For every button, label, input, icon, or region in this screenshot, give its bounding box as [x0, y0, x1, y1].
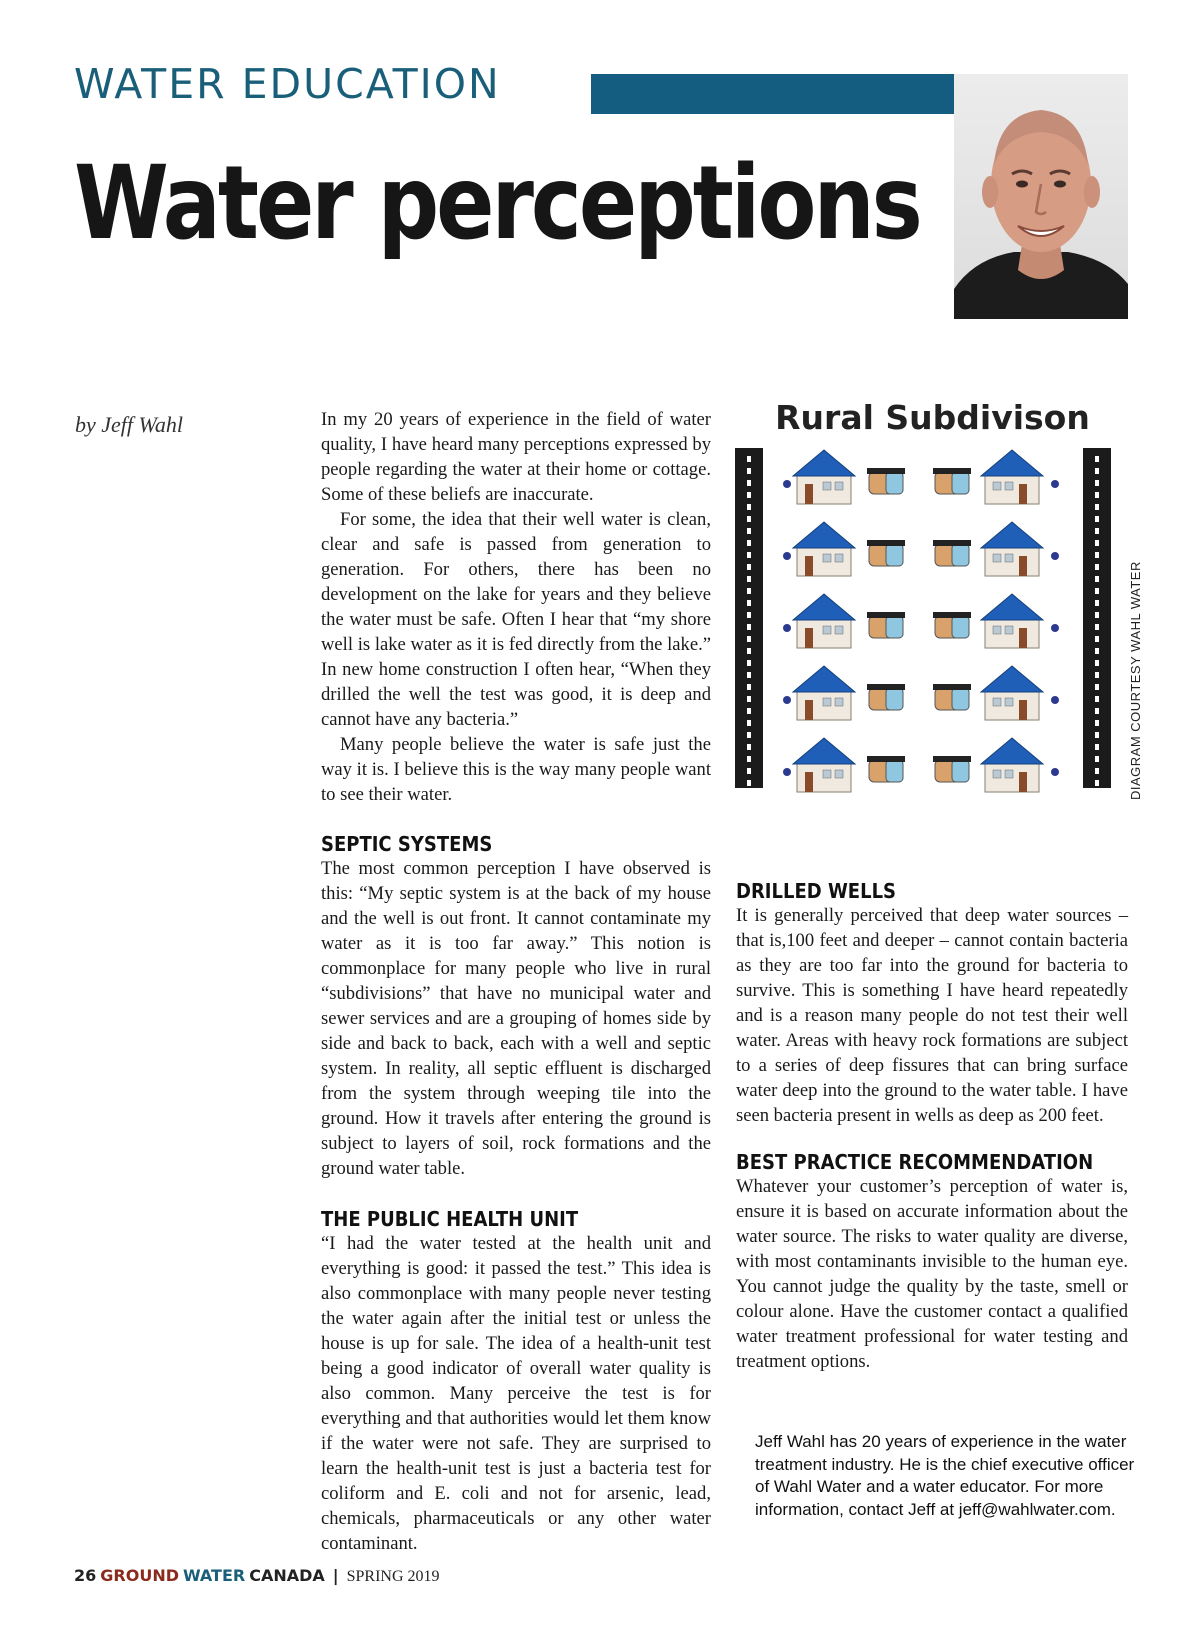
road-marking — [1095, 732, 1099, 738]
well-dot — [1051, 624, 1059, 632]
road-marking — [747, 456, 751, 462]
kicker-bar — [591, 74, 954, 114]
road-marking — [1095, 516, 1099, 522]
well-dot — [1051, 696, 1059, 704]
drilled-paragraph: It is generally perceived that deep water sources – that is,100 feet and deeper – cannot contain bacteria as they are too far into the ground for bacteria to survive. This is something I have heard repeatedly and is a reason many people do not test their well water. Areas with heavy rock formations are subject to a series of deep fissures that can bring surface water deep into the ground to the water table. I have seen bacteria present in wells as deep as 200 feet. — [736, 905, 1128, 1126]
house-window — [993, 482, 1001, 490]
house-window — [823, 770, 831, 778]
road-marking — [747, 720, 751, 726]
house-window — [1005, 626, 1013, 634]
intro-paragraph: For some, the idea that their well water is clean, clear and safe is passed from generation to generation. For others, there has been no development on the lake for years and they believe the water must be safe. Often I hear that “my shore well is lake water as it is fed directly from the lake.” In new home construction I often hear, “When they drilled the well the test was good, it is deep and cannot have any bacteria.” — [321, 509, 711, 730]
house-window — [993, 554, 1001, 562]
well-dot — [1051, 768, 1059, 776]
road-marking — [1095, 708, 1099, 714]
byline: by Jeff Wahl — [75, 412, 183, 437]
road-marking — [747, 540, 751, 546]
septic-tank-half — [952, 616, 969, 638]
road-marking — [1095, 504, 1099, 510]
well-dot — [1051, 480, 1059, 488]
house-window — [823, 482, 831, 490]
house-window — [823, 554, 831, 562]
road-marking — [1095, 588, 1099, 594]
house-window — [1005, 770, 1013, 778]
brand-canada: CANADA — [249, 1566, 325, 1585]
road-marking — [1095, 576, 1099, 582]
septic-tank-half — [952, 760, 969, 782]
road-marking — [747, 708, 751, 714]
footer-separator: | — [332, 1566, 339, 1585]
road-marking — [747, 516, 751, 522]
road-marking — [1095, 480, 1099, 486]
septic-tank-half — [952, 544, 969, 566]
best-practice-paragraph: Whatever your customer’s perception of water is, ensure it is based on accurate information about the water source. The risks to water quality are diverse, with most contaminants invisible to the human eye. You cannot judge the quality by the taste, smell or colour alone. Have the customer contact a qualified water treatment professional for water testing and treatment options. — [736, 1176, 1128, 1372]
road-marking — [1095, 624, 1099, 630]
road-marking — [747, 588, 751, 594]
house-roof — [793, 594, 855, 620]
house-door — [805, 484, 813, 504]
section-heading-best-practice: BEST PRACTICE RECOMMENDATION — [736, 1151, 1094, 1175]
septic-tank-half — [886, 760, 903, 782]
road-marking — [1095, 720, 1099, 726]
house-roof — [981, 450, 1043, 476]
road-marking — [747, 552, 751, 558]
house-roof — [981, 522, 1043, 548]
septic-tank-half — [952, 472, 969, 494]
road-marking — [1095, 564, 1099, 570]
road-marking — [747, 648, 751, 654]
house-door — [805, 772, 813, 792]
page-number: 26 — [74, 1566, 97, 1585]
house-door — [1019, 628, 1027, 648]
house-window — [823, 698, 831, 706]
road-marking — [1095, 780, 1099, 786]
house-roof — [981, 594, 1043, 620]
septic-lid — [933, 684, 971, 690]
road-marking — [747, 672, 751, 678]
septic-tank-half — [886, 688, 903, 710]
road-marking — [747, 756, 751, 762]
house-roof — [981, 666, 1043, 692]
road-marking — [1095, 660, 1099, 666]
septic-lid — [867, 684, 905, 690]
house-window — [835, 770, 843, 778]
house-window — [835, 482, 843, 490]
road-marking — [1095, 468, 1099, 474]
house-door — [805, 556, 813, 576]
road-marking — [1095, 540, 1099, 546]
house-door — [1019, 700, 1027, 720]
road-marking — [1095, 648, 1099, 654]
septic-lid — [933, 756, 971, 762]
house-window — [993, 626, 1001, 634]
intro-paragraph: In my 20 years of experience in the field of water quality, I have heard many perceptions expressed by people regarding the water at their home or cottage. Some of these beliefs are inaccurate. — [321, 409, 711, 505]
road-marking — [1095, 612, 1099, 618]
road-marking — [1095, 768, 1099, 774]
well-dot — [783, 696, 791, 704]
septic-lid — [867, 756, 905, 762]
well-dot — [783, 480, 791, 488]
house-door — [1019, 772, 1027, 792]
road-marking — [747, 744, 751, 750]
rural-subdivision-diagram — [735, 398, 1130, 818]
road-marking — [1095, 684, 1099, 690]
column-right — [736, 878, 1128, 1374]
house-window — [993, 698, 1001, 706]
house-roof — [981, 738, 1043, 764]
road-marking — [747, 612, 751, 618]
road-marking — [747, 684, 751, 690]
road-marking — [747, 576, 751, 582]
road-marking — [1095, 744, 1099, 750]
diagram-graphic — [735, 398, 1130, 818]
house-door — [1019, 484, 1027, 504]
road-marking — [747, 732, 751, 738]
column-left — [321, 407, 711, 1556]
septic-lid — [867, 612, 905, 618]
road-marking — [747, 660, 751, 666]
septic-tank-half — [952, 688, 969, 710]
well-dot — [783, 768, 791, 776]
intro-paragraph: Many people believe the water is safe just the way it is. I believe this is the way many people want to see their water. — [321, 734, 711, 805]
author-bio: Jeff Wahl has 20 years of experience in the water treatment industry. He is the chief executive officer of Wahl Water and a water educator. For more information, contact Jeff at jeff@wahlwater.com. — [755, 1432, 1135, 1519]
house-roof — [793, 666, 855, 692]
road-marking — [747, 564, 751, 570]
road-marking — [1095, 696, 1099, 702]
road-marking — [1095, 492, 1099, 498]
septic-tank-half — [886, 472, 903, 494]
well-dot — [1051, 552, 1059, 560]
septic-tank-half — [886, 616, 903, 638]
road-marking — [1095, 672, 1099, 678]
road-marking — [747, 624, 751, 630]
issue-date: SPRING 2019 — [346, 1568, 440, 1585]
well-dot — [783, 624, 791, 632]
road-marking — [1095, 756, 1099, 762]
septic-tank-half — [886, 544, 903, 566]
house-roof — [793, 522, 855, 548]
section-heading-drilled: DRILLED WELLS — [736, 880, 896, 904]
road-marking — [747, 480, 751, 486]
road-marking — [1095, 528, 1099, 534]
road-marking — [747, 528, 751, 534]
house-window — [835, 554, 843, 562]
well-dot — [783, 552, 791, 560]
house-door — [805, 700, 813, 720]
section-heading-health: THE PUBLIC HEALTH UNIT — [321, 1208, 579, 1232]
road-marking — [747, 768, 751, 774]
road-marking — [1095, 456, 1099, 462]
road-marking — [747, 780, 751, 786]
diagram-credit: DIAGRAM COURTESY WAHL WATER — [1128, 561, 1143, 800]
road-marking — [747, 696, 751, 702]
septic-lid — [933, 540, 971, 546]
septic-lid — [867, 540, 905, 546]
house-window — [1005, 482, 1013, 490]
house-window — [1005, 698, 1013, 706]
house-door — [1019, 556, 1027, 576]
septic-lid — [867, 468, 905, 474]
house-window — [993, 770, 1001, 778]
house-window — [1005, 554, 1013, 562]
house-window — [835, 626, 843, 634]
house-roof — [793, 738, 855, 764]
road-marking — [747, 636, 751, 642]
road-marking — [1095, 552, 1099, 558]
page-footer — [74, 1566, 440, 1586]
septic-paragraph: The most common perception I have observed is this: “My septic system is at the back of my house and the well is out front. It cannot contaminate my water as it is too far away.” This notion is commonplace for many people who live in rural “subdivisions” that have no municipal water and sewer services and are a grouping of homes side by side and back to back, each with a well and septic system. In reality, all septic effluent is discharged from the system through weeping tile into the ground. How it travels after entering the ground is subject to layers of soil, rock formations and the ground water table. — [321, 858, 711, 1179]
septic-lid — [933, 468, 971, 474]
section-heading-septic: SEPTIC SYSTEMS — [321, 833, 493, 857]
brand-water: WATER — [182, 1566, 246, 1585]
road-marking — [1095, 600, 1099, 606]
house-window — [835, 698, 843, 706]
road-marking — [1095, 636, 1099, 642]
road-marking — [747, 492, 751, 498]
diagram-title: Rural Subdivison — [775, 398, 1090, 437]
house-window — [823, 626, 831, 634]
brand-ground: GROUND — [100, 1566, 179, 1585]
health-paragraph: “I had the water tested at the health unit and everything is good: it passed the test.” This idea is also commonplace with many people never testing the water again after the initial test or unless the house is up for sale. The idea of a health-unit test being a good indicator of overall water quality is also common. Many perceive the test is for everything and that authorities would let them know if the water were not safe. They are surprised to learn the health-unit test is just a bacteria test for coliform and E. coli and not for arsenic, lead, chemicals, pharmaceuticals or any other water contaminant. — [321, 1233, 711, 1554]
road-marking — [747, 600, 751, 606]
author-photo — [954, 74, 1128, 319]
article-headline: Water perceptions — [74, 144, 920, 263]
house-door — [805, 628, 813, 648]
septic-lid — [933, 612, 971, 618]
road-marking — [747, 504, 751, 510]
house-roof — [793, 450, 855, 476]
section-kicker: WATER EDUCATION — [74, 60, 501, 108]
road-marking — [747, 468, 751, 474]
